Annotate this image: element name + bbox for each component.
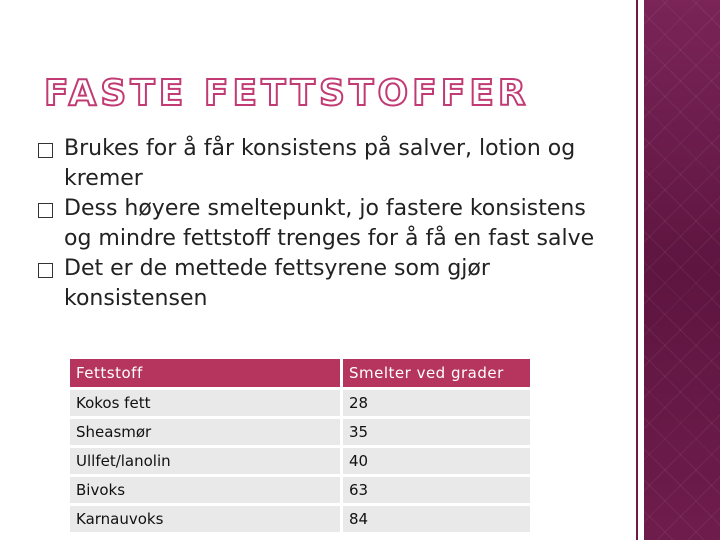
- table-cell-name: Sheasmør: [70, 419, 340, 445]
- checkbox-square-icon: [38, 143, 53, 158]
- bullet-item: [38, 134, 598, 194]
- table-cell-name: Ullfet/lanolin: [70, 448, 340, 474]
- bullet-item: [38, 194, 598, 254]
- table-cell-value: 84: [343, 506, 530, 532]
- table-cell-value: 40: [343, 448, 530, 474]
- table-cell-value: 63: [343, 477, 530, 503]
- table-cell-name: Bivoks: [70, 477, 340, 503]
- bullet-text: Dess høyere smeltepunkt, jo fastere konsistens og mindre fettstoff trenges for å få en fast salve: [64, 196, 595, 251]
- slide-title: FASTE FETTSTOFFER: [44, 73, 530, 114]
- table-header-row: [70, 359, 530, 387]
- table-row: [70, 419, 530, 445]
- table-row: [70, 477, 530, 503]
- bullet-item: [38, 254, 598, 314]
- table-cell-name: Kokos fett: [70, 390, 340, 416]
- table-row: [70, 448, 530, 474]
- checkbox-square-icon: [38, 263, 53, 278]
- bullet-text: Det er de mettede fettsyrene som gjør konsistensen: [64, 256, 490, 311]
- table-cell-name: Karnauvoks: [70, 506, 340, 532]
- table-cell-value: 35: [343, 419, 530, 445]
- side-divider: [636, 0, 638, 540]
- bullet-text: Brukes for å får konsistens på salver, lotion og kremer: [64, 136, 576, 191]
- header-cell-smelter: Smelter ved grader: [343, 359, 530, 387]
- table-row: [70, 390, 530, 416]
- melting-point-table: [70, 359, 530, 532]
- decorative-side-panel: [641, 0, 720, 540]
- table-cell-value: 28: [343, 390, 530, 416]
- table-row: [70, 506, 530, 532]
- header-cell-fettstoff: Fettstoff: [70, 359, 340, 387]
- checkbox-square-icon: [38, 203, 53, 218]
- bullet-list: [38, 134, 598, 314]
